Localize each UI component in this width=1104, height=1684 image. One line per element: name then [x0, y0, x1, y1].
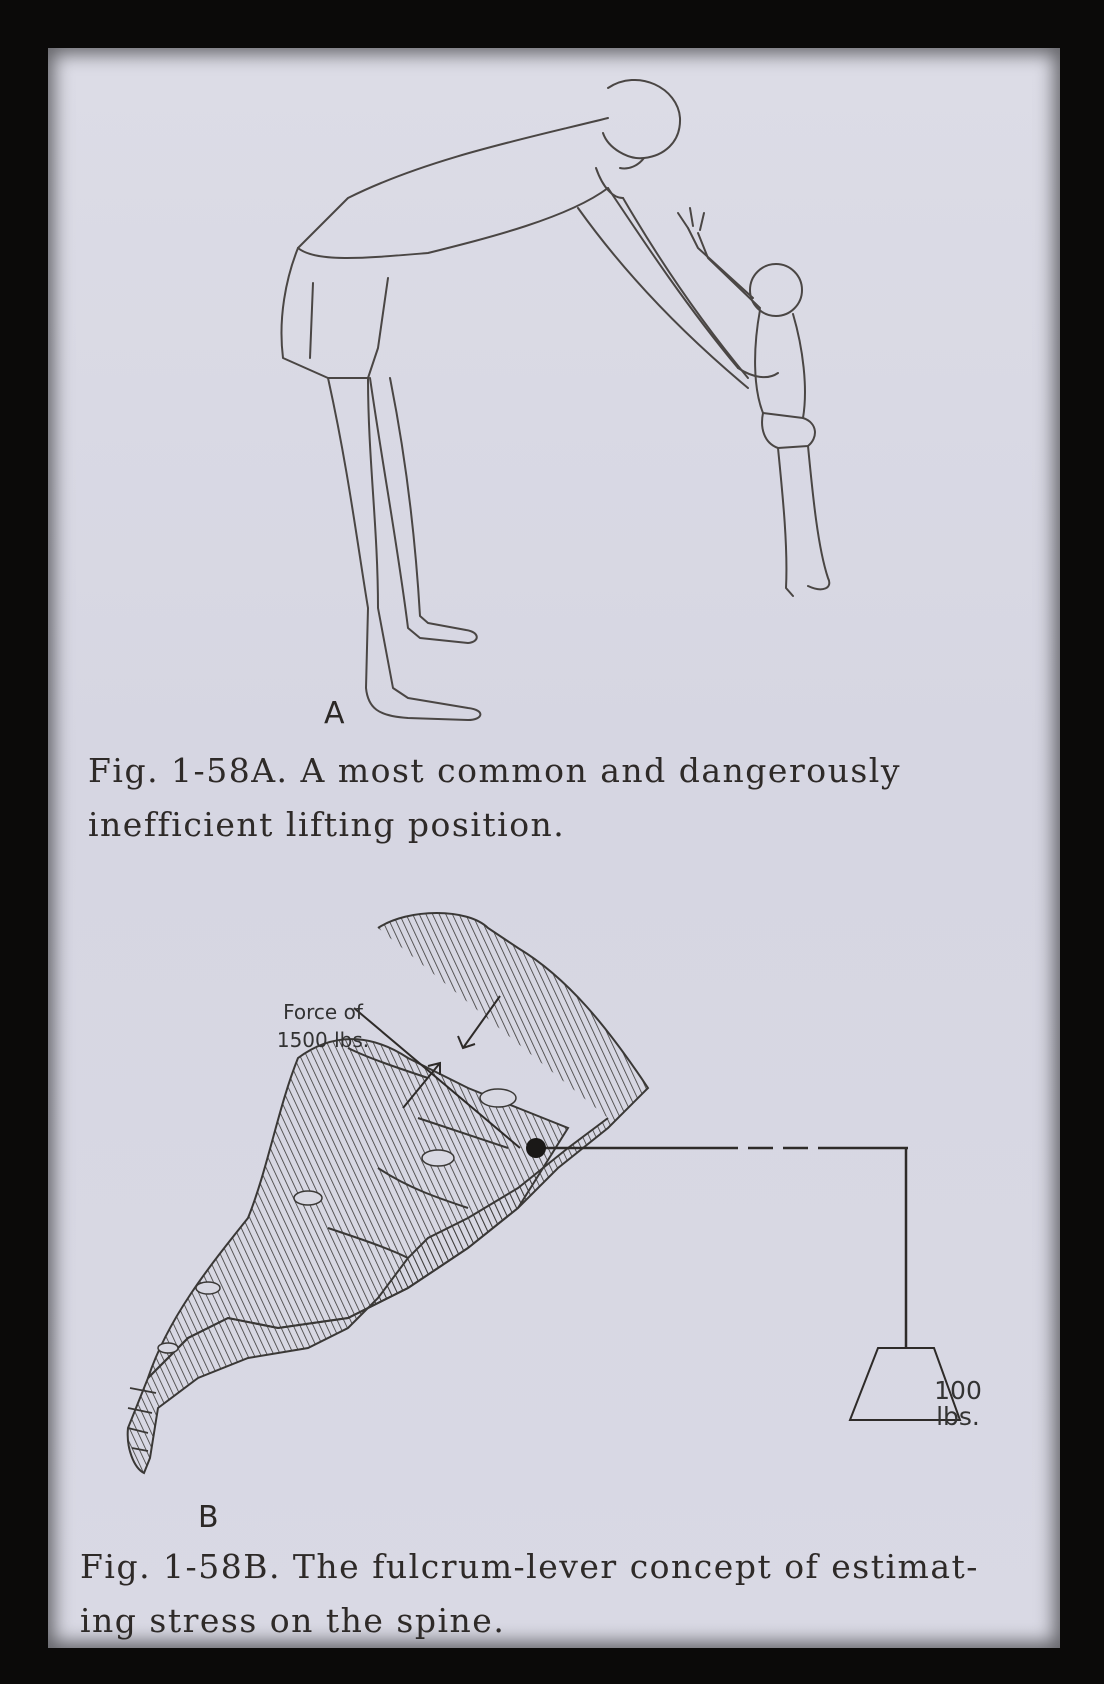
force-label-line2: 1500 lbs. [276, 1028, 370, 1052]
figure-b-letter: B [198, 1500, 219, 1535]
force-label-line1: Force of [283, 1000, 363, 1024]
figure-b-caption-line2: ing stress on the spine. [80, 1601, 506, 1640]
spine-drawing [128, 913, 648, 1473]
figure-a-caption-line1: Fig. 1-58A. A most common and dangerously [88, 751, 901, 790]
lever-arm [536, 1148, 960, 1420]
weight-label [918, 1378, 998, 1430]
figure-b-caption-line1: Fig. 1-58B. The fulcrum-lever concept of estimat- [80, 1547, 979, 1586]
weight-label-line1: 100 [934, 1376, 982, 1405]
figure-a-caption-line2: inefficient lifting position. [88, 805, 566, 844]
weight-label-line2: lbs. [936, 1402, 980, 1431]
child-figure-drawing [678, 208, 829, 596]
adult-figure-drawing [281, 80, 778, 720]
figure-b-caption [80, 1540, 1050, 1648]
force-label [248, 998, 398, 1054]
figure-a-letter: A [324, 696, 345, 731]
fulcrum-dot [526, 1138, 546, 1158]
figure-a-caption [88, 744, 1048, 852]
slide [48, 48, 1060, 1648]
